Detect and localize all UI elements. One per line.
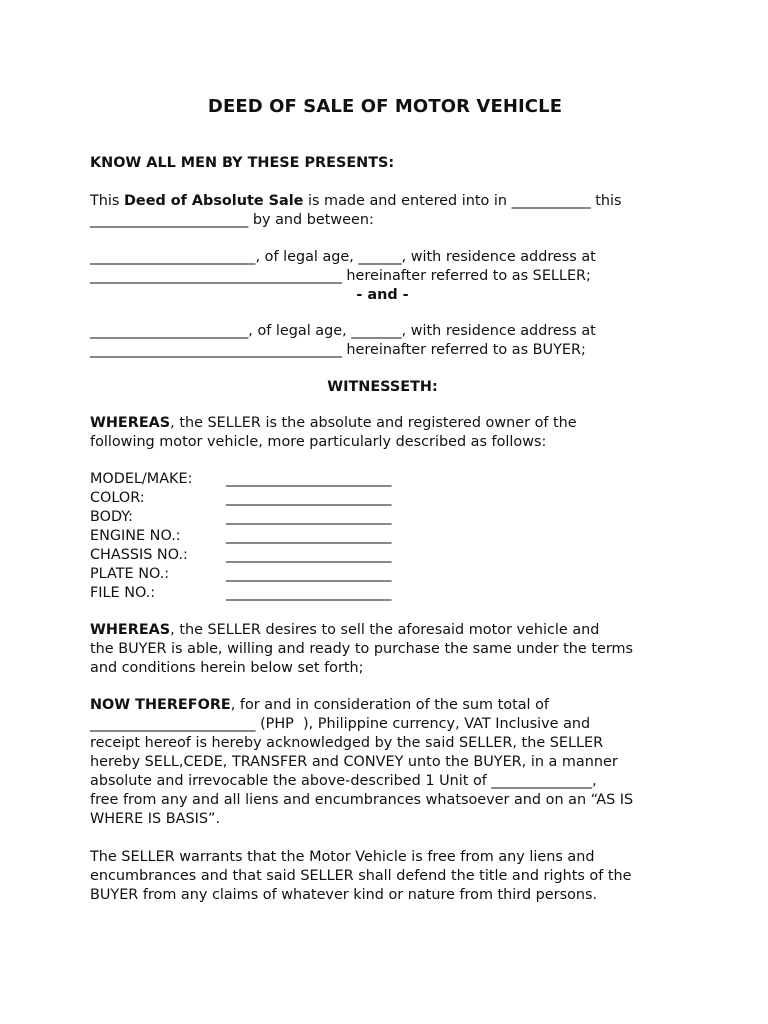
now-therefore-line-5: absolute and irrevocable the above-described 1 Unit of ______________, bbox=[90, 773, 597, 789]
field-blank: _______________________ bbox=[226, 509, 392, 525]
deed-intro-post: is made and entered into in ___________ this bbox=[303, 193, 622, 209]
and-separator: - and - bbox=[356, 287, 409, 303]
vehicle-field-plate bbox=[90, 565, 450, 584]
vehicle-field-color bbox=[90, 489, 450, 508]
now-therefore-line-1 bbox=[90, 696, 549, 715]
deed-intro-bold: Deed of Absolute Sale bbox=[123, 193, 304, 209]
whereas-2-line-2: the BUYER is able, willing and ready to purchase the same under the terms bbox=[90, 641, 634, 657]
field-blank: _______________________ bbox=[226, 528, 392, 544]
buyer-line-2: ___________________________________ hereinafter referred to as BUYER; bbox=[90, 342, 586, 358]
warranty-line-3: BUYER from any claims of whatever kind or nature from third persons. bbox=[90, 887, 598, 903]
vehicle-field-file bbox=[90, 584, 450, 603]
field-blank: _______________________ bbox=[226, 471, 392, 487]
vehicle-field-chassis bbox=[90, 546, 450, 565]
now-therefore-line-3: receipt hereof is hereby acknowledged by the said SELLER, the SELLER bbox=[90, 735, 604, 751]
field-label: ENGINE NO.: bbox=[90, 528, 181, 544]
field-blank: _______________________ bbox=[226, 585, 392, 601]
whereas-2-bold: WHEREAS bbox=[90, 622, 171, 638]
now-therefore-line-4: hereby SELL,CEDE, TRANSFER and CONVEY unto the BUYER, in a manner bbox=[90, 754, 618, 770]
seller-line-2: ___________________________________ hereinafter referred to as SELLER; bbox=[90, 268, 591, 284]
now-therefore-post: , for and in consideration of the sum total of bbox=[230, 697, 549, 713]
whereas-1-bold: WHEREAS bbox=[90, 415, 171, 431]
whereas-2-line-1 bbox=[90, 621, 599, 640]
seller-line-1: _______________________, of legal age, ______, with residence address at bbox=[90, 249, 596, 265]
field-label: MODEL/MAKE: bbox=[90, 471, 193, 487]
intro-heading: KNOW ALL MEN BY THESE PRESENTS: bbox=[90, 155, 395, 171]
vehicle-field-body bbox=[90, 508, 450, 527]
field-blank: _______________________ bbox=[226, 490, 392, 506]
whereas-1-line-2: following motor vehicle, more particularly described as follows: bbox=[90, 434, 547, 450]
whereas-2-post: , the SELLER desires to sell the aforesaid motor vehicle and bbox=[170, 622, 600, 638]
deed-intro-pre: This bbox=[90, 193, 124, 209]
warranty-line-2: encumbrances and that said SELLER shall defend the title and rights of the bbox=[90, 868, 632, 884]
whereas-2-line-3: and conditions herein below set forth; bbox=[90, 660, 364, 676]
now-therefore-line-2: _______________________ (PHP ), Philippine currency, VAT Inclusive and bbox=[90, 716, 591, 732]
field-label: FILE NO.: bbox=[90, 585, 156, 601]
now-therefore-line-7: WHERE IS BASIS”. bbox=[90, 811, 221, 827]
document-title: DEED OF SALE OF MOTOR VEHICLE bbox=[207, 96, 563, 117]
whereas-1-post: , the SELLER is the absolute and registered owner of the bbox=[170, 415, 577, 431]
now-therefore-bold: NOW THEREFORE bbox=[90, 697, 231, 713]
field-label: CHASSIS NO.: bbox=[90, 547, 188, 563]
vehicle-field-model bbox=[90, 470, 450, 489]
warranty-line-1: The SELLER warrants that the Motor Vehicle is free from any liens and bbox=[90, 849, 595, 865]
field-label: PLATE NO.: bbox=[90, 566, 170, 582]
deed-intro-line-2: ______________________ by and between: bbox=[90, 212, 374, 228]
now-therefore-line-6: free from any and all liens and encumbrances whatsoever and on an “AS IS bbox=[90, 792, 634, 808]
whereas-1-line-1 bbox=[90, 414, 577, 433]
witnesseth-heading: WITNESSETH: bbox=[327, 379, 438, 395]
field-blank: _______________________ bbox=[226, 566, 392, 582]
buyer-line-1: ______________________, of legal age, _______, with residence address at bbox=[90, 323, 596, 339]
field-label: BODY: bbox=[90, 509, 133, 525]
deed-intro-line-1 bbox=[90, 192, 622, 211]
field-blank: _______________________ bbox=[226, 547, 392, 563]
vehicle-field-engine bbox=[90, 527, 450, 546]
field-label: COLOR: bbox=[90, 490, 145, 506]
